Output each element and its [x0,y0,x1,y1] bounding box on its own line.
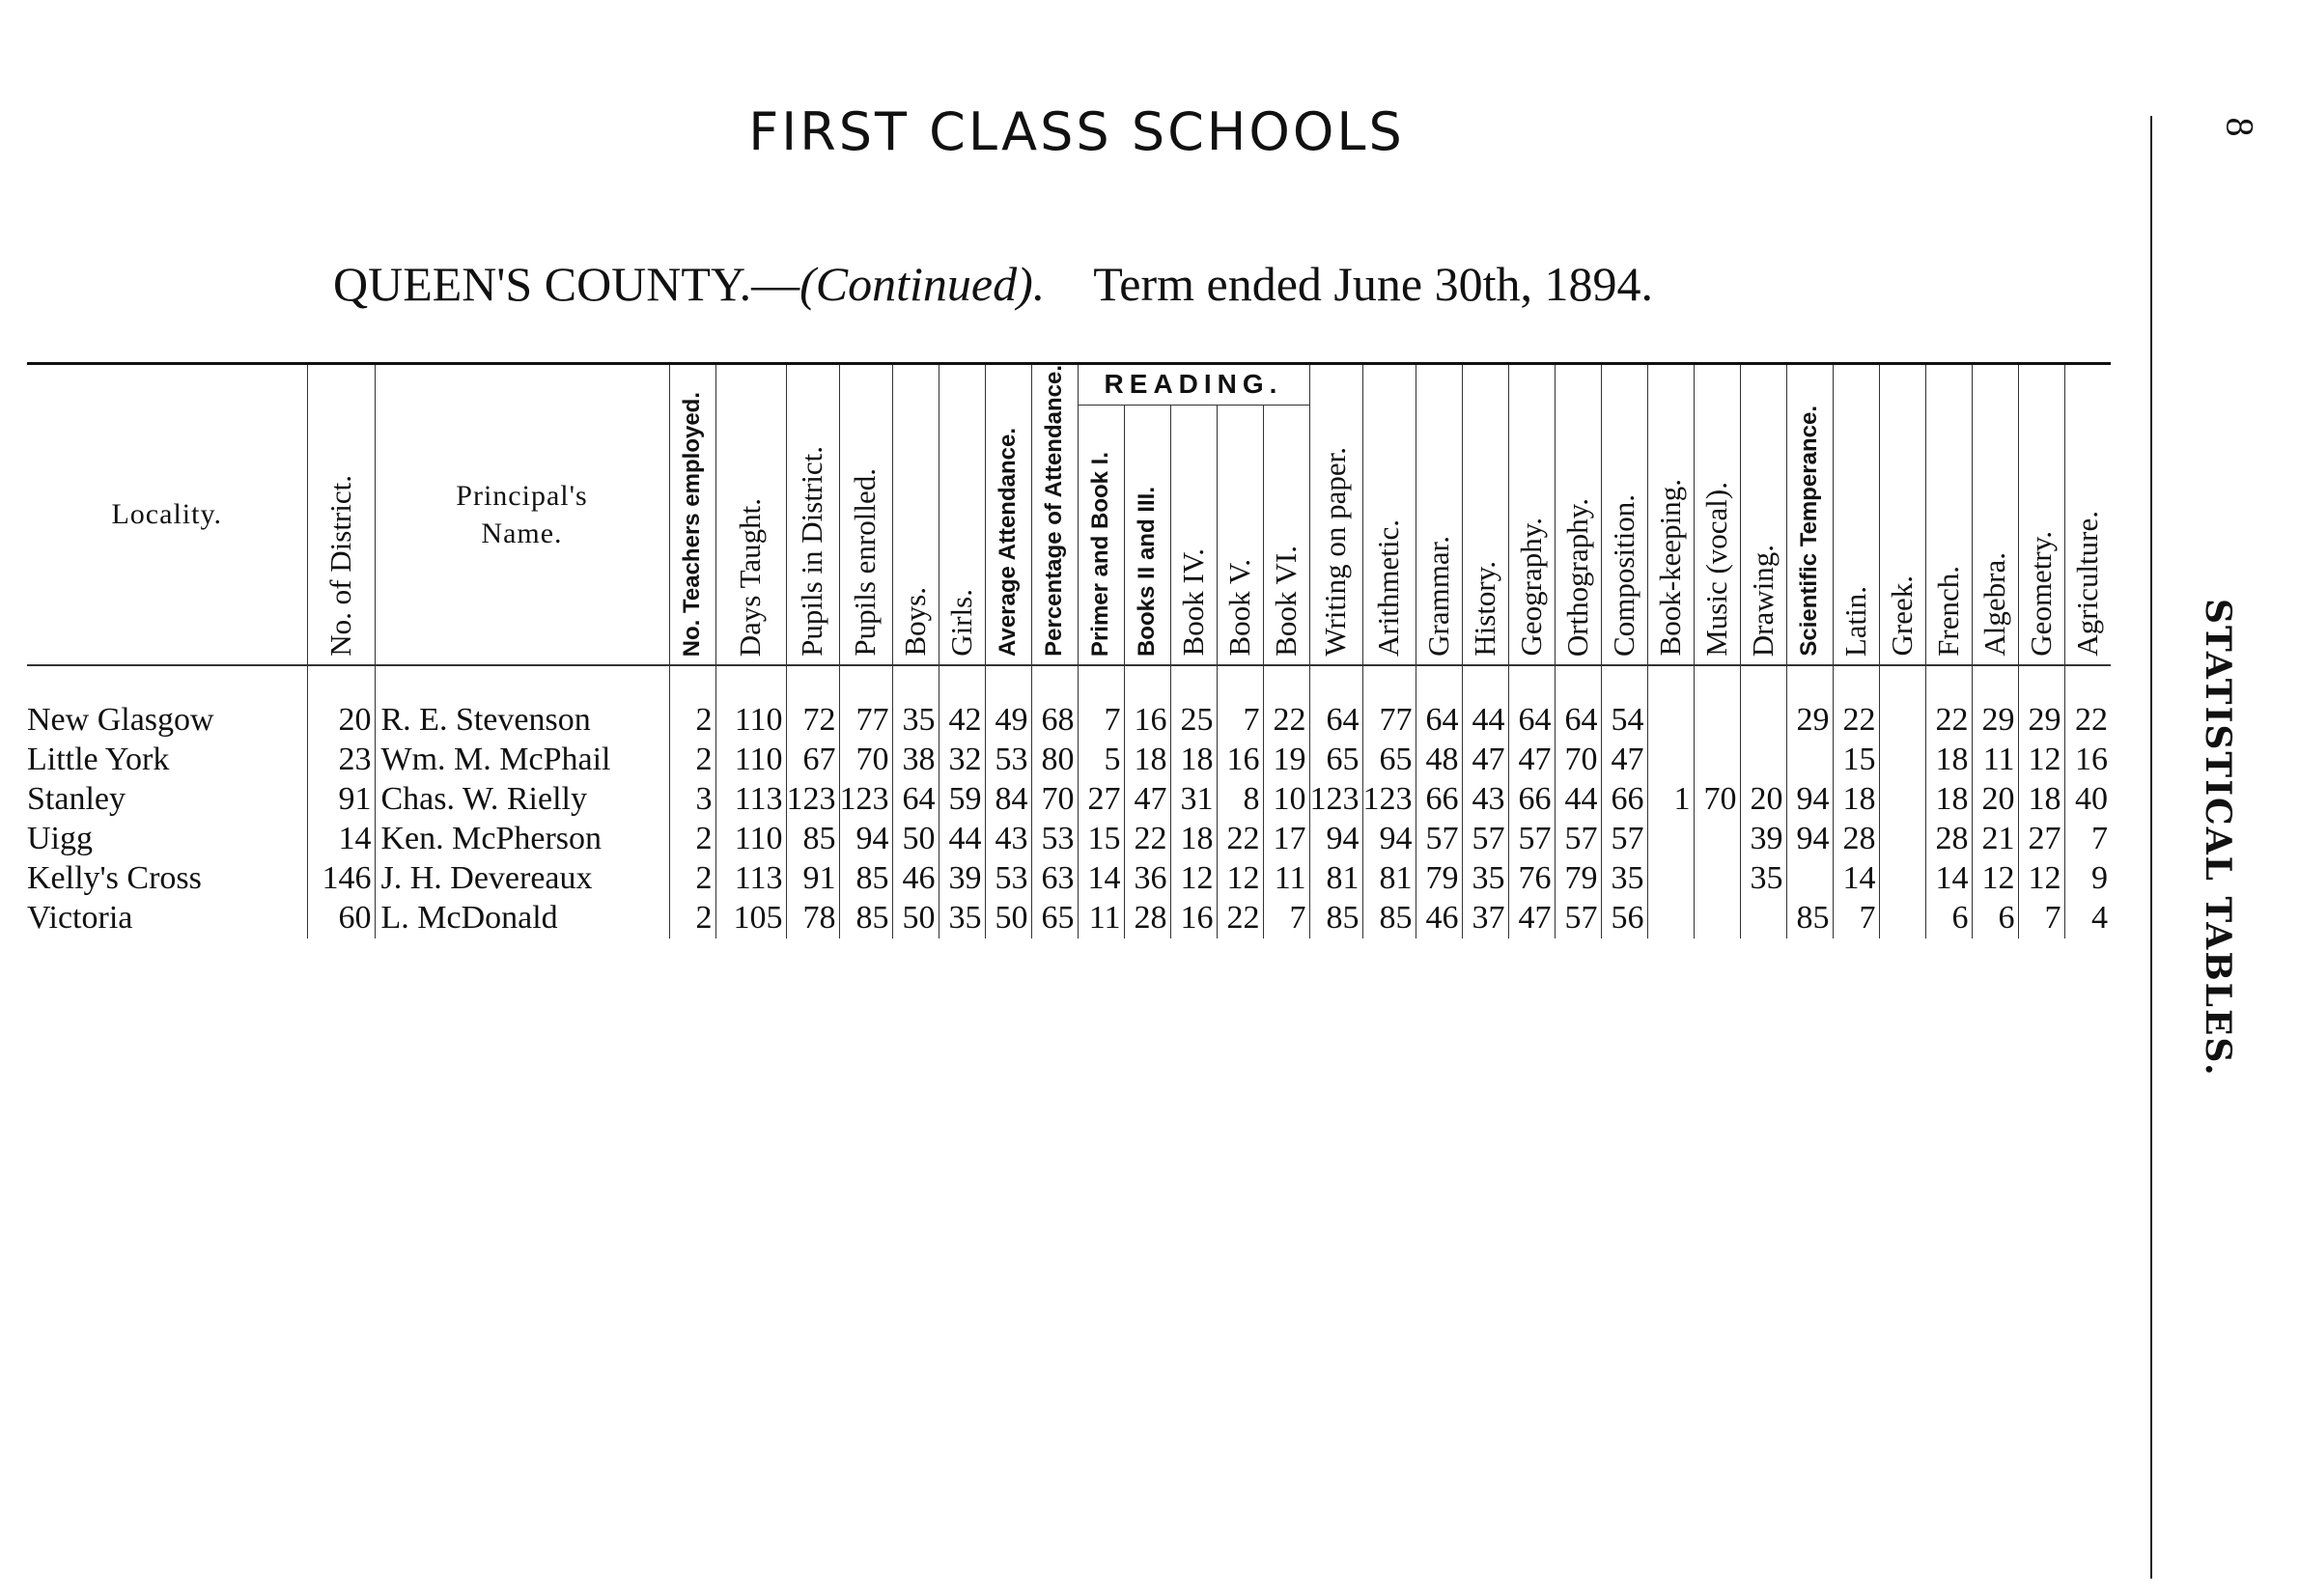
locality-cell: Victoria [27,900,133,937]
orthography-cell: 44 [1555,780,1601,820]
bookkeeping-cell: 1 [1647,780,1694,820]
principal-cell: Ken. McPherson [375,820,669,859]
term-note: Term ended June 30th, 1894. [1093,257,1653,311]
boys-cell: 46 [892,859,939,899]
continued-note: (Continued). [799,257,1046,311]
arithmetic-cell: 123 [1362,780,1416,820]
book-5-cell: 22 [1217,899,1263,938]
greek-cell [1879,741,1925,780]
district-cell: 23 [307,741,375,780]
header-pupils-enrolled: Pupils enrolled. [839,364,892,665]
teachers-cell: 2 [669,741,715,780]
book-6-cell: 17 [1263,820,1309,859]
orthography-cell: 57 [1555,899,1601,938]
geometry-cell: 29 [2018,665,2064,741]
header-latin: Latin. [1833,364,1879,665]
teachers-cell: 2 [669,820,715,859]
header-orthography: Orthography. [1555,364,1601,665]
header-books-2-3: Books II and III. [1124,405,1170,665]
header-geometry: Geometry. [2018,364,2064,665]
arithmetic-cell: 81 [1362,859,1416,899]
music-cell [1694,899,1740,938]
avg-attendance-cell: 50 [985,899,1031,938]
header-temperance: Scientific Temperance. [1786,364,1833,665]
header-geography: Geography. [1508,364,1555,665]
latin-cell: 15 [1833,741,1879,780]
books-2-3-cell: 28 [1124,899,1170,938]
pupils-district-cell: 85 [786,820,839,859]
district-cell: 91 [307,780,375,820]
statistics-table [27,362,2111,938]
drawing-cell: 20 [1740,780,1786,820]
history-cell: 44 [1462,665,1508,741]
teachers-cell: 2 [669,665,715,741]
pupils-enrolled-cell: 94 [839,820,892,859]
table-row [27,899,2111,938]
days-cell: 105 [715,899,786,938]
primer-cell: 15 [1078,820,1124,859]
days-cell: 113 [715,780,786,820]
books-2-3-cell: 36 [1124,859,1170,899]
french-cell: 22 [1925,665,1972,741]
greek-cell [1879,859,1925,899]
table-row [27,820,2111,859]
french-cell: 18 [1925,741,1972,780]
principal-cell: J. H. Devereaux [375,859,669,899]
writing-cell: 123 [1309,780,1362,820]
locality-cell: Uigg [27,821,93,857]
writing-cell: 85 [1309,899,1362,938]
book-6-cell: 22 [1263,665,1309,741]
header-music: Music (vocal). [1694,364,1740,665]
writing-cell: 81 [1309,859,1362,899]
principal-cell: Wm. M. McPhail [375,741,669,780]
agriculture-cell: 9 [2064,859,2111,899]
bookkeeping-cell [1647,741,1694,780]
algebra-cell: 20 [1972,780,2018,820]
agriculture-cell: 22 [2064,665,2111,741]
geography-cell: 57 [1508,820,1555,859]
geography-cell: 66 [1508,780,1555,820]
boys-cell: 50 [892,820,939,859]
geometry-cell: 27 [2018,820,2064,859]
bookkeeping-cell [1647,899,1694,938]
header-primer: Primer and Book I. [1078,405,1124,665]
teachers-cell: 2 [669,859,715,899]
header-avg-attendance: Average Attendance. [985,364,1031,665]
header-arithmetic: Arithmetic. [1362,364,1416,665]
drawing-cell [1740,899,1786,938]
book-4-cell: 16 [1170,899,1217,938]
boys-cell: 35 [892,665,939,741]
boys-cell: 38 [892,741,939,780]
avg-attendance-cell: 43 [985,820,1031,859]
composition-cell: 47 [1601,741,1647,780]
book-6-cell: 19 [1263,741,1309,780]
header-grammar: Grammar. [1416,364,1462,665]
header-french: French. [1925,364,1972,665]
page-margin-rule [2150,116,2152,1579]
girls-cell: 39 [939,859,985,899]
latin-cell: 14 [1833,859,1879,899]
grammar-cell: 46 [1416,899,1462,938]
header-reading: READING. [1078,364,1309,406]
book-5-cell: 16 [1217,741,1263,780]
geography-cell: 64 [1508,665,1555,741]
algebra-cell: 6 [1972,899,2018,938]
history-cell: 43 [1462,780,1508,820]
orthography-cell: 57 [1555,820,1601,859]
algebra-cell: 12 [1972,859,2018,899]
book-4-cell: 18 [1170,820,1217,859]
header-boys: Boys. [892,364,939,665]
primer-cell: 14 [1078,859,1124,899]
french-cell: 6 [1925,899,1972,938]
pupils-district-cell: 123 [786,780,839,820]
composition-cell: 35 [1601,859,1647,899]
pct-attendance-cell: 53 [1031,820,1078,859]
french-cell: 14 [1925,859,1972,899]
greek-cell [1879,665,1925,741]
grammar-cell: 48 [1416,741,1462,780]
bookkeeping-cell [1647,820,1694,859]
primer-cell: 5 [1078,741,1124,780]
history-cell: 47 [1462,741,1508,780]
header-district: No. of District. [307,364,375,665]
book-4-cell: 31 [1170,780,1217,820]
pupils-district-cell: 67 [786,741,839,780]
greek-cell [1879,780,1925,820]
temperance-cell [1786,741,1833,780]
pupils-district-cell: 72 [786,665,839,741]
book-4-cell: 25 [1170,665,1217,741]
page-number: 8 [2218,117,2262,137]
header-agriculture: Agriculture. [2064,364,2111,665]
grammar-cell: 64 [1416,665,1462,741]
girls-cell: 59 [939,780,985,820]
latin-cell: 22 [1833,665,1879,741]
composition-cell: 66 [1601,780,1647,820]
table-row [27,780,2111,820]
temperance-cell [1786,859,1833,899]
header-bookkeeping: Book-keeping. [1647,364,1694,665]
table-row [27,741,2111,780]
books-2-3-cell: 22 [1124,820,1170,859]
boys-cell: 64 [892,780,939,820]
book-6-cell: 7 [1263,899,1309,938]
geometry-cell: 18 [2018,780,2064,820]
agriculture-cell: 7 [2064,820,2111,859]
orthography-cell: 79 [1555,859,1601,899]
writing-cell: 65 [1309,741,1362,780]
books-2-3-cell: 47 [1124,780,1170,820]
table-row [27,859,2111,899]
header-book-5: Book V. [1217,405,1263,665]
grammar-cell: 66 [1416,780,1462,820]
drawing-cell: 35 [1740,859,1786,899]
pupils-enrolled-cell: 77 [839,665,892,741]
days-cell: 110 [715,665,786,741]
music-cell: 70 [1694,780,1740,820]
geography-cell: 47 [1508,899,1555,938]
greek-cell [1879,899,1925,938]
arithmetic-cell: 85 [1362,899,1416,938]
composition-cell: 57 [1601,820,1647,859]
primer-cell: 27 [1078,780,1124,820]
greek-cell [1879,820,1925,859]
music-cell [1694,859,1740,899]
page-title: FIRST CLASS SCHOOLS [748,101,1405,162]
girls-cell: 35 [939,899,985,938]
primer-cell: 7 [1078,665,1124,741]
algebra-cell: 11 [1972,741,2018,780]
agriculture-cell: 16 [2064,741,2111,780]
pupils-enrolled-cell: 85 [839,899,892,938]
pct-attendance-cell: 65 [1031,899,1078,938]
bookkeeping-cell [1647,665,1694,741]
book-5-cell: 22 [1217,820,1263,859]
header-principal: Principal's Name. [375,364,669,665]
bookkeeping-cell [1647,859,1694,899]
locality-cell: Little York [27,742,170,778]
header-pupils-district: Pupils in District. [786,364,839,665]
writing-cell: 94 [1309,820,1362,859]
drawing-cell [1740,741,1786,780]
pct-attendance-cell: 63 [1031,859,1078,899]
header-writing: Writing on paper. [1309,364,1362,665]
girls-cell: 44 [939,820,985,859]
book-4-cell: 12 [1170,859,1217,899]
arithmetic-cell: 65 [1362,741,1416,780]
agriculture-cell: 40 [2064,780,2111,820]
book-5-cell: 12 [1217,859,1263,899]
french-cell: 18 [1925,780,1972,820]
locality-cell: Stanley [27,781,126,818]
french-cell: 28 [1925,820,1972,859]
girls-cell: 32 [939,741,985,780]
music-cell [1694,665,1740,741]
agriculture-cell: 4 [2064,899,2111,938]
header-book-6: Book VI. [1263,405,1309,665]
arithmetic-cell: 77 [1362,665,1416,741]
history-cell: 35 [1462,859,1508,899]
district-cell: 146 [307,859,375,899]
pct-attendance-cell: 70 [1031,780,1078,820]
temperance-cell: 94 [1786,820,1833,859]
avg-attendance-cell: 84 [985,780,1031,820]
days-cell: 110 [715,741,786,780]
pct-attendance-cell: 80 [1031,741,1078,780]
pct-attendance-cell: 68 [1031,665,1078,741]
drawing-cell [1740,665,1786,741]
temperance-cell: 85 [1786,899,1833,938]
composition-cell: 56 [1601,899,1647,938]
locality-cell: Kelly's Cross [27,860,202,897]
history-cell: 57 [1462,820,1508,859]
latin-cell: 18 [1833,780,1879,820]
locality-cell: New Glasgow [27,702,214,739]
book-5-cell: 8 [1217,780,1263,820]
primer-cell: 11 [1078,899,1124,938]
algebra-cell: 29 [1972,665,2018,741]
pupils-enrolled-cell: 70 [839,741,892,780]
district-cell: 20 [307,665,375,741]
geometry-cell: 12 [2018,741,2064,780]
teachers-cell: 3 [669,780,715,820]
latin-cell: 7 [1833,899,1879,938]
composition-cell: 54 [1601,665,1647,741]
pupils-enrolled-cell: 123 [839,780,892,820]
music-cell [1694,741,1740,780]
header-greek: Greek. [1879,364,1925,665]
avg-attendance-cell: 49 [985,665,1031,741]
books-2-3-cell: 18 [1124,741,1170,780]
book-6-cell: 11 [1263,859,1309,899]
table-row [27,665,2111,741]
book-4-cell: 18 [1170,741,1217,780]
pupils-district-cell: 91 [786,859,839,899]
geometry-cell: 7 [2018,899,2064,938]
drawing-cell: 39 [1740,820,1786,859]
geography-cell: 47 [1508,741,1555,780]
header-composition: Composition. [1601,364,1647,665]
teachers-cell: 2 [669,899,715,938]
district-cell: 60 [307,899,375,938]
grammar-cell: 79 [1416,859,1462,899]
pupils-district-cell: 78 [786,899,839,938]
header-algebra: Algebra. [1972,364,2018,665]
header-girls: Girls. [939,364,985,665]
header-history: History. [1462,364,1508,665]
principal-cell: L. McDonald [375,899,669,938]
table-subtitle [333,256,1653,312]
avg-attendance-cell: 53 [985,741,1031,780]
arithmetic-cell: 94 [1362,820,1416,859]
header-locality: Locality. [27,364,307,665]
header-pct-attendance: Percentage of Attendance. [1031,364,1078,665]
days-cell: 110 [715,820,786,859]
books-2-3-cell: 16 [1124,665,1170,741]
girls-cell: 42 [939,665,985,741]
algebra-cell: 21 [1972,820,2018,859]
book-5-cell: 7 [1217,665,1263,741]
temperance-cell: 29 [1786,665,1833,741]
county-name: QUEEN'S COUNTY.— [333,257,800,311]
temperance-cell: 94 [1786,780,1833,820]
avg-attendance-cell: 53 [985,859,1031,899]
orthography-cell: 64 [1555,665,1601,741]
principal-cell: R. E. Stevenson [375,665,669,741]
header-days: Days Taught. [715,364,786,665]
history-cell: 37 [1462,899,1508,938]
orthography-cell: 70 [1555,741,1601,780]
geography-cell: 76 [1508,859,1555,899]
book-6-cell: 10 [1263,780,1309,820]
writing-cell: 64 [1309,665,1362,741]
pupils-enrolled-cell: 85 [839,859,892,899]
header-book-4: Book IV. [1170,405,1217,665]
side-title-text: STATISTICAL TABLES. [2198,599,2238,1078]
geometry-cell: 12 [2018,859,2064,899]
music-cell [1694,820,1740,859]
header-teachers: No. Teachers employed. [669,364,715,665]
latin-cell: 28 [1833,820,1879,859]
header-drawing: Drawing. [1740,364,1786,665]
grammar-cell: 57 [1416,820,1462,859]
days-cell: 113 [715,859,786,899]
district-cell: 14 [307,820,375,859]
principal-cell: Chas. W. Rielly [375,780,669,820]
boys-cell: 50 [892,899,939,938]
